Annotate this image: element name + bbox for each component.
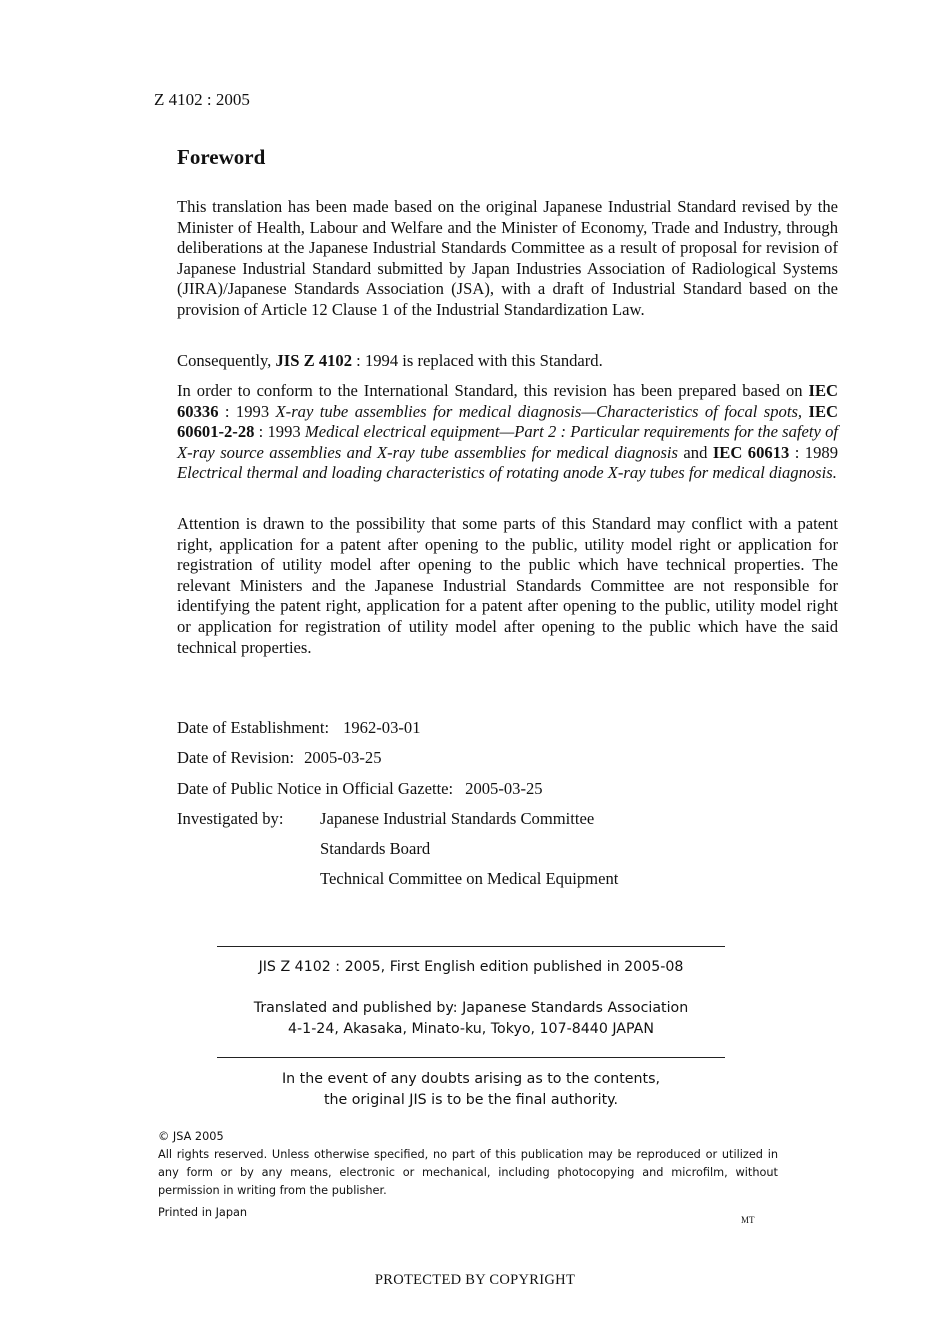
date-label: Date of Revision: [177, 748, 295, 767]
authority-note [217, 1069, 725, 1111]
investigated-by [177, 809, 595, 829]
investigated-line-2: Standards Board [320, 839, 431, 858]
foreword-paragraph-4: Attention is drawn to the possibility that some parts of this Standard may conflict with a patent right, application for a patent after opening to the public, utility model right or application for registration of utility model after opening to the public which have technical properties. The relevant Ministers and the Japanese Industrial Standards Committee are not responsible for identifying the patent right, application for a patent after opening to the public, utility model right or application for registration of utility model after opening to the public which have the said technical properties. [177, 514, 838, 657]
date-label: Date of Public Notice in Official Gazette: [177, 779, 454, 798]
p3-ref1-year: : 1993 [218, 401, 276, 421]
investigated-label: Investigated by: [177, 809, 284, 828]
protected-notice: PROTECTED BY COPYRIGHT [374, 1272, 576, 1288]
p3-intro: In order to conform to the International Standard, this revision has been prepared based on [177, 381, 809, 400]
printed-in: Printed in Japan [158, 1206, 248, 1219]
date-of-revision [177, 748, 382, 768]
date-value: 2005-03-25 [465, 779, 543, 798]
investigated-line-3: Technical Committee on Medical Equipment [320, 869, 619, 888]
p3-ref3: IEC 60613 [712, 442, 790, 462]
divider-top [217, 946, 725, 947]
publisher-line-1: Translated and published by: Japanese Standards Association [253, 1000, 689, 1016]
p2-ref-rest: : 1994 [352, 351, 399, 370]
p3-ref3-title: Electrical thermal and loading characteristics of rotating anode X-ray tubes for medical diagnosis. [177, 463, 837, 483]
p3-ref1: IEC 60336 [177, 381, 838, 421]
divider-bottom [217, 1057, 725, 1058]
foreword-title: Foreword [177, 145, 266, 169]
foreword-paragraph-3 [177, 381, 838, 484]
p3-ref3-year: : 1989 [789, 442, 838, 462]
p2-post: is replaced with this Standard. [398, 351, 603, 370]
p3-ref1-title: X-ray tube assemblies for medical diagnosis—Characteristics of focal spots, [275, 401, 803, 421]
p3-ref2-year: : 1993 [254, 422, 305, 442]
publisher-address: 4-1-24, Akasaka, Minato-ku, Tokyo, 107-8440 JAPAN [288, 1021, 654, 1037]
date-of-public-notice [177, 779, 543, 799]
publisher-block [217, 998, 725, 1040]
print-code: MT [741, 1215, 755, 1225]
investigated-line-1: Japanese Industrial Standards Committee [320, 809, 595, 828]
date-label: Date of Establishment: [177, 718, 330, 737]
p2-pre: Consequently, [177, 351, 276, 370]
copyright-block [158, 1128, 778, 1200]
p3-and: and [677, 442, 713, 462]
copyright-rights: All rights reserved. Unless otherwise specified, no part of this publication may be reproduced or utilized in any form or by any means, electronic or mechanical, including photocopying and microfilm, without permission in writing from the publisher. [158, 1148, 778, 1197]
date-of-establishment [177, 718, 421, 738]
copyright-mark: © JSA 2005 [158, 1130, 224, 1143]
foreword-paragraph-2 [177, 351, 838, 372]
p3-ref2-title: Medical electrical equipment—Part 2 : Particular requirements for the safety of X-ray source assemblies and X-ray tube assemblies for medical diagnosis [177, 422, 838, 462]
authority-note-line-1: In the event of any doubts arising as to the contents, [282, 1071, 660, 1087]
p3-ref2: IEC 60601-2-28 [177, 401, 838, 442]
p2-ref-bold: JIS Z 4102 [275, 351, 353, 370]
edition-line: JIS Z 4102 : 2005, First English edition published in 2005-08 [258, 959, 684, 975]
document-id: Z 4102 : 2005 [154, 90, 250, 109]
date-value: 1962-03-01 [343, 718, 421, 737]
date-value: 2005-03-25 [304, 748, 382, 767]
authority-note-line-2: the original JIS is to be the final authority. [323, 1092, 619, 1108]
foreword-paragraph-1: This translation has been made based on the original Japanese Industrial Standard revised by the Minister of Health, Labour and Welfare and the Minister of Economy, Trade and Industry, through deliberations at the Japanese Industrial Standards Committee as a result of proposal for revision of Japanese Industrial Standard submitted by Japan Industries Association of Radiological Systems (JIRA)/Japanese Standards Association (JSA), with a draft of Industrial Standard based on the provision of Article 12 Clause 1 of the Industrial Standardization Law. [177, 197, 838, 319]
